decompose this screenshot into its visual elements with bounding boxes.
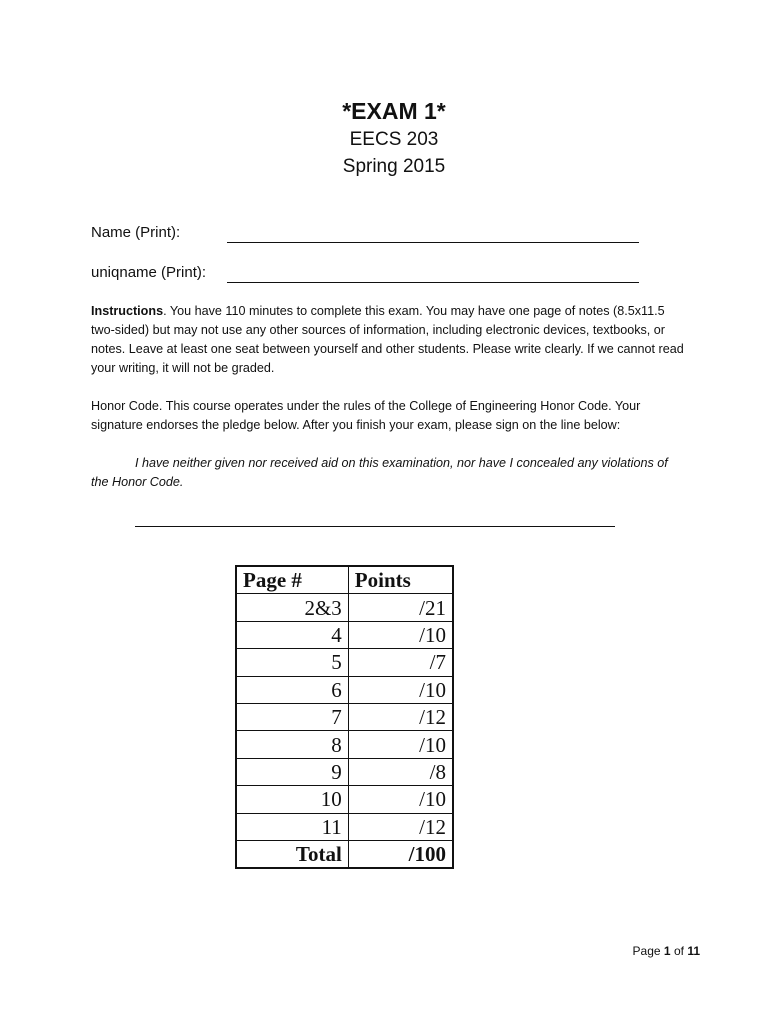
points-cell: /10 xyxy=(348,731,452,758)
table-row xyxy=(237,786,453,813)
honor-code-lead: Honor Code xyxy=(91,399,159,413)
page-cell: 7 xyxy=(237,703,349,730)
table-row xyxy=(237,731,453,758)
total-label: Total xyxy=(237,840,349,867)
points-cell: /7 xyxy=(348,649,452,676)
table-row xyxy=(237,621,453,648)
honor-code-paragraph xyxy=(91,397,691,435)
signature-line[interactable] xyxy=(135,526,615,527)
points-cell: /10 xyxy=(348,621,452,648)
footer-page-word: Page xyxy=(632,944,661,958)
name-label: Name (Print): xyxy=(91,224,181,241)
header-points: Points xyxy=(348,567,452,594)
footer-page-number: 1 xyxy=(663,944,671,958)
instructions-paragraph xyxy=(91,302,691,378)
total-row xyxy=(237,840,453,867)
instructions-text: . You have 110 minutes to complete this exam. You may have one page of notes (8.5x11.5 two-sided) but may not use any other sources of information, including electronic devices, textbooks, or notes. Leave at least one seat between yourself and other students. Please write clearly. If we cannot read your writing, it will not be graded. xyxy=(91,304,684,375)
page-cell: 6 xyxy=(237,676,349,703)
points-cell: /12 xyxy=(348,813,452,840)
page-cell: 11 xyxy=(237,813,349,840)
score-table xyxy=(236,566,453,868)
points-cell: /21 xyxy=(348,594,452,621)
page-footer xyxy=(633,944,700,958)
header-page: Page # xyxy=(237,567,349,594)
uniqname-label: uniqname (Print): xyxy=(91,264,207,281)
points-cell: /12 xyxy=(348,703,452,730)
page-cell: 2&3 xyxy=(237,594,349,621)
uniqname-blank-line[interactable] xyxy=(227,282,639,283)
uniqname-field-row xyxy=(91,262,651,288)
table-row xyxy=(237,676,453,703)
page-cell: 8 xyxy=(237,731,349,758)
points-cell: /10 xyxy=(348,786,452,813)
table-row xyxy=(237,649,453,676)
table-row xyxy=(237,813,453,840)
total-points: /100 xyxy=(348,840,452,867)
points-cell: /10 xyxy=(348,676,452,703)
page-cell: 10 xyxy=(237,786,349,813)
footer-page-total: 11 xyxy=(687,944,700,958)
score-table-header-row xyxy=(237,567,453,594)
page-cell: 5 xyxy=(237,649,349,676)
footer-of-word: of xyxy=(673,944,684,958)
page-cell: 4 xyxy=(237,621,349,648)
page-cell: 9 xyxy=(237,758,349,785)
name-blank-line[interactable] xyxy=(227,242,639,243)
exam-header xyxy=(0,96,768,180)
instructions-lead: Instructions xyxy=(91,304,164,318)
honor-pledge: I have neither given nor received aid on this examination, nor have I concealed any violations of the Honor Code. xyxy=(91,456,668,489)
course-code: EECS 203 xyxy=(349,129,439,150)
table-row xyxy=(237,758,453,785)
table-row xyxy=(237,594,453,621)
honor-code-text: . This course operates under the rules of the College of Engineering Honor Code. Your signature endorses the pledge below. After you finish your exam, please sign on the line below: xyxy=(91,399,641,432)
table-row xyxy=(237,703,453,730)
points-cell: /8 xyxy=(348,758,452,785)
name-field-row xyxy=(91,222,651,248)
exam-title: *EXAM 1* xyxy=(342,98,446,124)
exam-term: Spring 2015 xyxy=(342,156,446,177)
